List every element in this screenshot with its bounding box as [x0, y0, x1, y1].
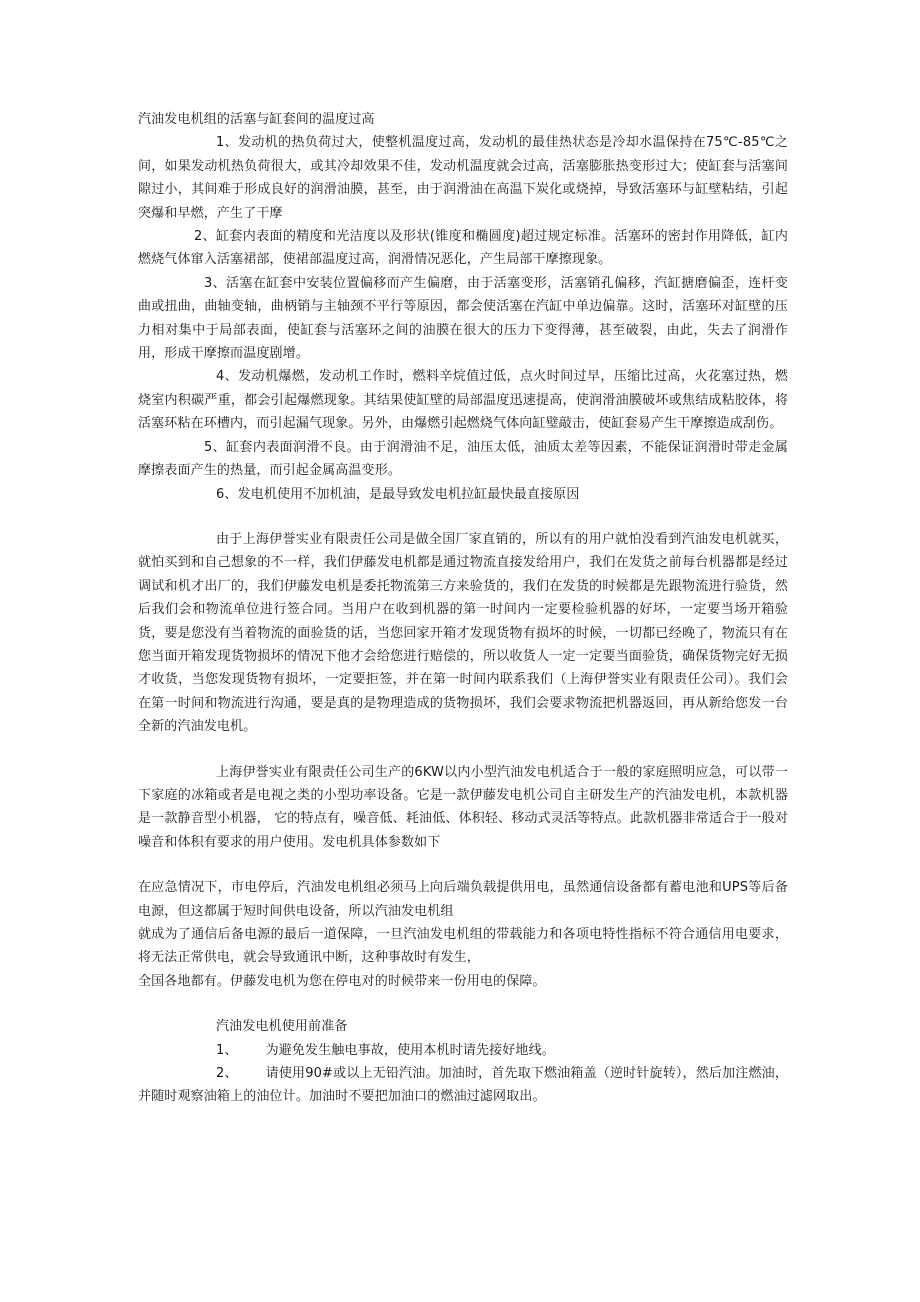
prep-item-2 [138, 1062, 788, 1109]
emergency-paragraph-2: 就成为了通信后备电源的最后一道保障，一旦汽油发电机组的带载能力和各项电特性指标不符合通信用电要求，将无法正常供电，就会导致通讯中断，这种事故时有发生， [138, 927, 788, 966]
doc-title: 汽油发电机组的活塞与缸套间的温度过高 [138, 112, 375, 127]
emergency-paragraph-3: 全国各地都有。伊藤发电机为您在停电对的时候带来一份用电的保障。 [138, 973, 546, 989]
cause-2: 2、缸套内表面的精度和光洁度以及形状(锥度和椭圆度)超过规定标准。活塞环的密封作用降低，缸内燃烧气体窜入活塞裙部，使裙部温度过高，润滑情况恶化，产生局部干摩擦现象。 [138, 229, 788, 268]
prep-item-1 [138, 1039, 788, 1062]
spacer [138, 854, 788, 876]
spacer [138, 993, 788, 1015]
prep-title: 汽油发电机使用前准备 [216, 1019, 348, 1035]
product-paragraph: 上海伊誉实业有限责任公司生产的6KW以内小型汽油发电机适合于一般的家庭照明应急，可以带一下家庭的冰箱或者是电视之类的小型功率设备。它是一款伊藤发电机公司自主研发生产的汽油发电机，本款机器是一款静音型小机器， 它的特点有，噪音低、耗油低、体积轻、移动式灵活等特点。此款机器非常适合于一般对噪音和体积有要求的用户使用。发电机具体参数如下 [138, 764, 788, 850]
cause-5: 5、缸套内表面润滑不良。由于润滑油不足，油压太低，油质太差等因素，不能保证润滑时带走金属摩擦表面产生的热量，而引起金属高温变形。 [138, 439, 788, 479]
spacer [138, 739, 788, 761]
prep-item-text: 为避免发生触电事故，使用本机时请先接好地线。 [265, 1042, 555, 1058]
document-page [138, 108, 788, 1109]
cause-1: 1、发动机的热负荷过大，使整机温度过高，发动机的最佳热状态是冷却水温保持在75℃-85℃之间，如果发动机热负荷很大，或其冷却效果不佳，发动机温度就会过高，活塞膨胀热变形过大；使缸套与活塞间隙过小，其间难于形成良好的润滑油膜，甚至，由于润滑油在高温下炭化或烧掉，导致活塞环与缸壁粘结，引起突爆和早燃，产生了干摩 [138, 135, 788, 221]
prep-item-number: 2、 [216, 1066, 238, 1082]
cause-6: 6、发电机使用不加机油，是最导致发电机拉缸最快最直接原因 [216, 486, 580, 502]
shipping-paragraph: 由于上海伊誉实业有限责任公司是做全国厂家直销的，所以有的用户就怕没看到汽油发电机就买，就怕买到和自己想象的不一样，我们伊藤发电机都是通过物流直接发给用户，我们在发货之前每台机器都是经过调试和机才出厂的，我们伊藤发电机是委托物流第三方来验货的，我们在发货的时候都是先跟物流进行验货，然后我们会和物流单位进行签合同。当用户在收到机器的第一时间内一定要检验机器的好坏，一定要当场开箱验货，要是您没有当着物流的面验货的话，当您回家开箱才发现货物有损坏的时候，一切都已经晚了，物流只有在您当面开箱发现货物损坏的情况下他才会给您进行赔偿的，所以收货人一定一定要当面验货，确保货物完好无损才收货，当您发现货物有损坏，一定要拒签，并在第一时间内联系我们（上海伊誉实业有限责任公司）。我们会在第一时间和物流进行沟通，要是真的是物理造成的货物损坏，我们会要求物流把机器返回，再从新给您发一台全新的汽油发电机。 [138, 531, 788, 735]
spacer [138, 506, 788, 528]
prep-item-number: 1、 [216, 1042, 238, 1058]
prep-item-text: 请使用90#或以上无铅汽油。加油时，首先取下燃油箱盖（逆时针旋转），然后加注燃油，并随时观察油箱上的油位计。加油时不要把加油口的燃油过滤网取出。 [138, 1066, 788, 1105]
cause-4: 4、发动机爆燃，发动机工作时，燃料辛烷值过低，点火时间过早，压缩比过高，火花塞过热，燃烧室内积碳严重，都会引起爆燃现象。其结果使缸壁的局部温度迅速提高，使润滑油膜破坏或焦结成粘胶体，将活塞环粘在环槽内，而引起漏气现象。另外，由爆燃引起燃烧气体向缸璧敲击，使缸套易产生干摩擦造成刮伤。 [138, 369, 788, 432]
cause-3: 3、活塞在缸套中安装位置偏移而产生偏磨，由于活塞变形，活塞销孔偏移，汽缸搪磨偏歪，连杆变曲或扭曲，曲轴变轴，曲柄销与主轴颈不平行等原因，都会使活塞在汽缸中单边偏靠。这时，活塞环对缸壁的压力相对集中于局部表面，使缸套与活塞环之间的油膜在很大的压力下变得薄，甚至破裂，由此，失去了润滑作用，形成干摩擦而温度剧增。 [138, 275, 788, 362]
emergency-paragraph-1: 在应急情况下，市电停后，汽油发电机组必须马上向后端负载提供用电，虽然通信设备都有蓄电池和UPS等后备电源，但这都属于短时间供电设备，所以汽油发电机组 [138, 880, 788, 919]
